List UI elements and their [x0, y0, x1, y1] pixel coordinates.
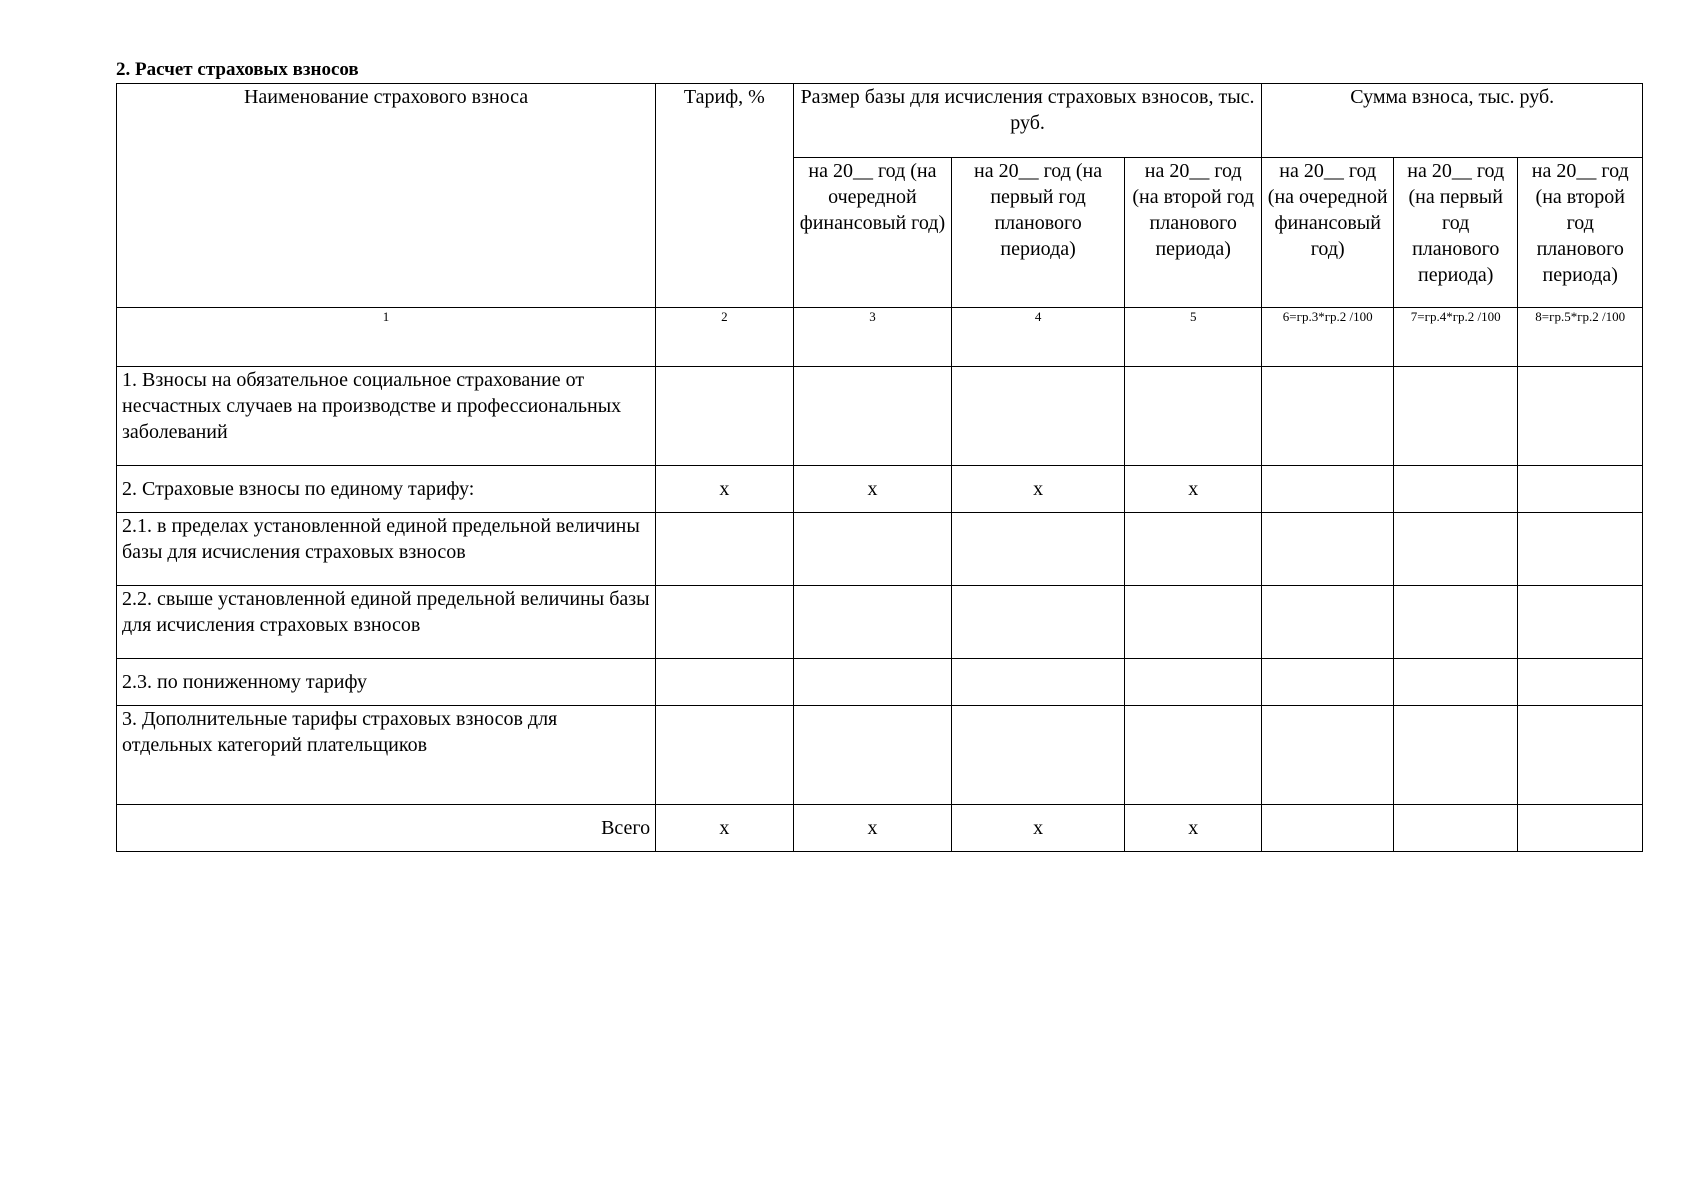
sum-cell[interactable] [1518, 805, 1643, 852]
base-cell[interactable] [952, 513, 1125, 586]
header-row [117, 84, 1643, 158]
base-cell: x [952, 805, 1125, 852]
tariff-cell[interactable] [656, 367, 794, 466]
column-number: 3 [793, 308, 952, 367]
sum-cell[interactable] [1393, 513, 1517, 586]
table-row [117, 659, 1643, 706]
base-cell[interactable] [793, 586, 952, 659]
header-tariff: Тариф, % [656, 84, 794, 308]
sum-cell[interactable] [1262, 805, 1394, 852]
row-label: 2.3. по пониженному тарифу [117, 659, 656, 706]
sum-cell[interactable] [1393, 706, 1517, 805]
table-row [117, 466, 1643, 513]
sum-cell[interactable] [1518, 513, 1643, 586]
tariff-cell: x [656, 805, 794, 852]
sum-cell[interactable] [1262, 367, 1394, 466]
header-base-group: Размер базы для исчисления страховых взносов, тыс. руб. [793, 84, 1262, 158]
sum-cell[interactable] [1262, 466, 1394, 513]
row-label: 2.1. в пределах установленной единой предельной величины базы для исчисления страховых взносов [117, 513, 656, 586]
header-sum-col: на 20__ год (на очередной финансовый год) [1262, 158, 1394, 308]
base-cell[interactable] [952, 586, 1125, 659]
header-base-col: на 20__ год (на очередной финансовый год) [793, 158, 952, 308]
sum-cell[interactable] [1393, 659, 1517, 706]
total-row [117, 805, 1643, 852]
total-label: Всего [117, 805, 656, 852]
sum-cell[interactable] [1262, 586, 1394, 659]
tariff-cell: x [656, 466, 794, 513]
header-base-col: на 20__ год (на второй год планового периода) [1124, 158, 1262, 308]
base-cell[interactable] [793, 706, 952, 805]
table-row [117, 706, 1643, 805]
header-sum-group: Сумма взноса, тыс. руб. [1262, 84, 1643, 158]
header-sum-col: на 20__ год (на первый год планового периода) [1393, 158, 1517, 308]
base-cell: x [952, 466, 1125, 513]
insurance-contributions-table [116, 83, 1643, 852]
base-cell[interactable] [793, 659, 952, 706]
sum-cell[interactable] [1518, 466, 1643, 513]
table-row [117, 367, 1643, 466]
base-cell[interactable] [1124, 659, 1262, 706]
base-cell: x [793, 466, 952, 513]
base-cell[interactable] [1124, 706, 1262, 805]
tariff-cell[interactable] [656, 659, 794, 706]
header-sum-col: на 20__ год (на второй год планового периода) [1518, 158, 1643, 308]
base-cell[interactable] [1124, 513, 1262, 586]
sum-cell[interactable] [1518, 706, 1643, 805]
base-cell[interactable] [1124, 586, 1262, 659]
header-base-col: на 20__ год (на первый год планового периода) [952, 158, 1125, 308]
sum-cell[interactable] [1262, 513, 1394, 586]
sum-cell[interactable] [1518, 367, 1643, 466]
column-number: 5 [1124, 308, 1262, 367]
tariff-cell[interactable] [656, 706, 794, 805]
row-label: 1. Взносы на обязательное социальное страхование от несчастных случаев на производстве и профессиональных заболеваний [117, 367, 656, 466]
base-cell[interactable] [793, 513, 952, 586]
base-cell: x [1124, 466, 1262, 513]
column-number: 1 [117, 308, 656, 367]
row-label: 3. Дополнительные тарифы страховых взносов для отдельных категорий плательщиков [117, 706, 656, 805]
base-cell[interactable] [952, 659, 1125, 706]
section-title: 2. Расчет страховых взносов [116, 59, 359, 80]
column-number: 2 [656, 308, 794, 367]
header-name: Наименование страхового взноса [117, 84, 656, 308]
column-number: 7=гр.4*гр.2 /100 [1393, 308, 1517, 367]
base-cell[interactable] [952, 367, 1125, 466]
base-cell: x [1124, 805, 1262, 852]
base-cell[interactable] [1124, 367, 1262, 466]
base-cell: x [793, 805, 952, 852]
base-cell[interactable] [952, 706, 1125, 805]
column-number: 6=гр.3*гр.2 /100 [1262, 308, 1394, 367]
row-label: 2.2. свыше установленной единой предельной величины базы для исчисления страховых взносов [117, 586, 656, 659]
sum-cell[interactable] [1393, 367, 1517, 466]
base-cell[interactable] [793, 367, 952, 466]
sum-cell[interactable] [1262, 706, 1394, 805]
row-label: 2. Страховые взносы по единому тарифу: [117, 466, 656, 513]
sum-cell[interactable] [1518, 659, 1643, 706]
sum-cell[interactable] [1518, 586, 1643, 659]
tariff-cell[interactable] [656, 586, 794, 659]
sum-cell[interactable] [1393, 586, 1517, 659]
tariff-cell[interactable] [656, 513, 794, 586]
sum-cell[interactable] [1262, 659, 1394, 706]
table-row [117, 513, 1643, 586]
sum-cell[interactable] [1393, 466, 1517, 513]
sum-cell[interactable] [1393, 805, 1517, 852]
column-numbers-row [117, 308, 1643, 367]
table-row [117, 586, 1643, 659]
column-number: 8=гр.5*гр.2 /100 [1518, 308, 1643, 367]
column-number: 4 [952, 308, 1125, 367]
